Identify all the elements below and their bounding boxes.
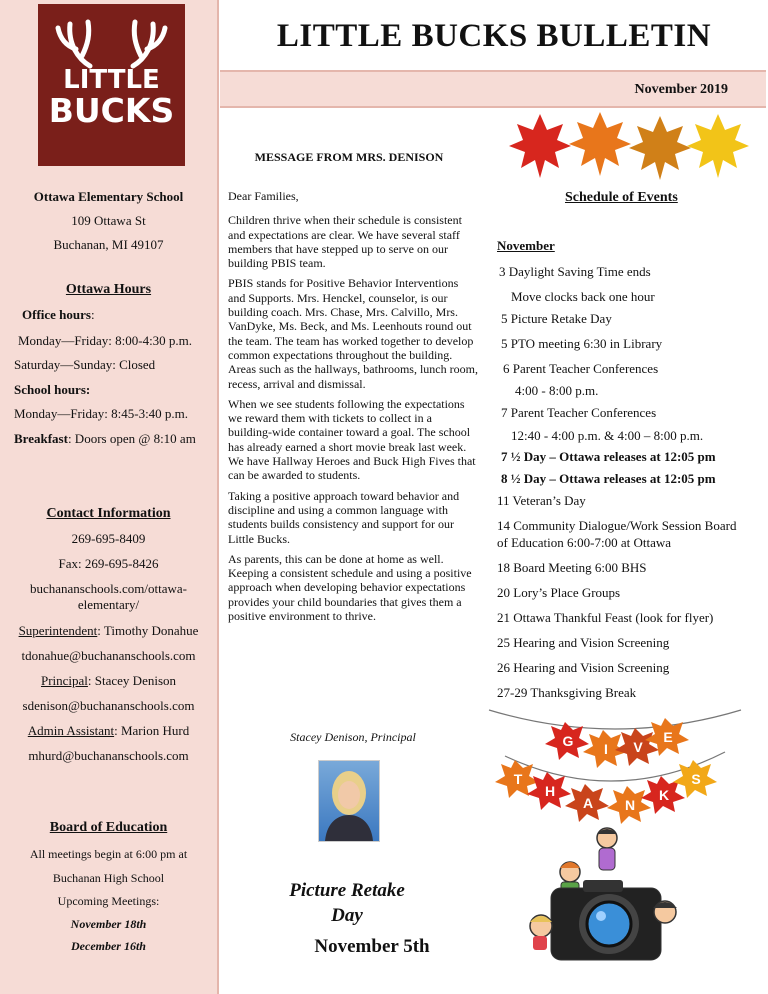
office-weekday-hours: Monday—Friday: 8:00-4:30 p.m.	[18, 333, 193, 348]
banner-letter: S	[691, 771, 701, 787]
bulletin-title: LITTLE BUCKS BULLETIN	[276, 18, 712, 54]
office-weekend-hours: Saturday—Sunday: Closed	[14, 357, 156, 372]
message-paragraph: Taking a positive approach toward behavior and discipline and using a common language with students builds consistency and support for our Little Bucks.	[228, 488, 460, 546]
board-heading: Board of Education	[49, 820, 168, 835]
event-item: 6 Parent Teacher Conferences	[503, 361, 659, 376]
event-item: 5 Picture Retake Day	[501, 311, 612, 326]
phone-number: 269-695-8409	[71, 531, 146, 546]
date-bar	[220, 70, 766, 108]
message-paragraph: When we see students following the expectations we reward them with tickets to collect in a building-wide container toward a goal. The school has already earned a short movie break last week. We have Hallway Heroes and Buck High Fives that can be awarded to students.	[228, 396, 476, 483]
banner-letter: E	[663, 729, 673, 745]
banner-letter: I	[604, 741, 608, 757]
event-item: 5 PTO meeting 6:30 in Library	[501, 336, 663, 351]
message-body	[228, 189, 478, 629]
retake-title	[252, 878, 442, 928]
breakfast-info: Breakfast: Doors open @ 8:10 am	[14, 431, 196, 446]
retake-line-1: Picture Retake	[289, 880, 405, 901]
message-paragraph: Children thrive when their schedule is consistent and expectations are clear. We have several staff members that have stepped up to serve on our building PBIS team.	[228, 213, 462, 271]
message-paragraph: As parents, this can be done at home as well. Keeping a consistent schedule and using a positive approach when developing behavior expectations provides your child boundaries that gives them a positive environment to thrive.	[228, 551, 472, 624]
hours-heading: Ottawa Hours	[65, 282, 152, 297]
banner-letter: H	[544, 783, 556, 799]
principal-signature: Stacey Denison, Principal	[290, 730, 416, 744]
logo-text-little: LITTLE	[63, 65, 160, 95]
retake-line-2: Day	[331, 905, 363, 926]
address-line-1: 109 Ottawa St	[71, 213, 146, 228]
banner-letter: A	[582, 795, 594, 811]
schedule-heading: Schedule of Events	[565, 190, 678, 205]
admin-email[interactable]: mhurd@buchananschools.com	[28, 748, 189, 763]
board-line-1: All meetings begin at 6:00 pm at	[29, 847, 188, 861]
event-item: 11 Veteran’s Day	[497, 493, 586, 508]
event-item: of Education 6:00-7:00 at Ottawa	[497, 535, 672, 550]
event-item: Move clocks back one hour	[511, 289, 655, 304]
logo-text-bucks: BUCKS	[48, 91, 175, 130]
banner-letter: G	[562, 733, 574, 749]
event-item: 27-29 Thanksgiving Break	[497, 685, 637, 700]
principal: Principal: Stacey Denison	[40, 673, 177, 688]
message-paragraph: PBIS stands for Positive Behavior Interventions and Supports. Mrs. Henckel, counselor, is our building coach. Mrs. Chase, Mrs. Calvillo, Mrs. VanDyke, Ms. Beck, and Ms. Leenhouts round out the team. The team has worked together to develop common expectations throughout the building. Areas such as the hallways, bathrooms, lunch room, recess, arrival and dismissal.	[228, 276, 478, 391]
school-name: Ottawa Elementary School	[33, 189, 184, 204]
banner-leaves	[495, 718, 717, 824]
fax-number: Fax: 269-695-8426	[58, 556, 159, 571]
event-item: 18 Board Meeting 6:00 BHS	[497, 560, 647, 575]
board-date-2: December 16th	[71, 939, 146, 953]
event-item: 4:00 - 8:00 p.m.	[515, 383, 599, 398]
principal-email[interactable]: sdenison@buchananschools.com	[22, 698, 195, 713]
event-item: 25 Hearing and Vision Screening	[497, 635, 670, 650]
principal-photo	[318, 760, 380, 842]
address-line-2: Buchanan, MI 49107	[53, 237, 164, 252]
issue-date: November 2019	[634, 82, 728, 97]
banner-letter: N	[624, 797, 636, 813]
contact-heading: Contact Information	[46, 506, 171, 521]
message-greeting: Dear Families,	[228, 189, 299, 203]
retake-date: November 5th	[314, 936, 430, 957]
camera-kids-illustration	[525, 826, 685, 966]
banner-letter: V	[633, 739, 643, 755]
event-item: 12:40 - 4:00 p.m. & 4:00 – 8:00 p.m.	[511, 428, 704, 443]
website-line-1[interactable]: buchananschools.com/ottawa-	[29, 581, 188, 596]
banner-letter: K	[658, 787, 670, 803]
schedule-month: November	[497, 238, 555, 253]
event-item: 8 ½ Day – Ottawa releases at 12:05 pm	[501, 471, 716, 486]
admin-assistant: Admin Assistant: Marion Hurd	[27, 723, 190, 738]
autumn-leaves-icon	[505, 110, 750, 186]
website-line-2[interactable]: elementary/	[77, 597, 140, 612]
school-hours-label: School hours:	[14, 382, 91, 397]
superintendent-email[interactable]: tdonahue@buchananschools.com	[21, 648, 196, 663]
office-hours-label: Office hours:	[22, 307, 95, 322]
event-item: 20 Lory’s Place Groups	[497, 585, 621, 600]
board-line-3: Upcoming Meetings:	[57, 894, 160, 908]
board-line-2: Buchanan High School	[52, 871, 165, 885]
event-item: 26 Hearing and Vision Screening	[497, 660, 670, 675]
school-weekday-hours: Monday—Friday: 8:45-3:40 p.m.	[14, 406, 189, 421]
give-thanks-banner	[485, 708, 745, 826]
event-item: 14 Community Dialogue/Work Session Board	[497, 518, 737, 533]
message-heading: MESSAGE FROM MRS. DENISON	[254, 150, 444, 164]
superintendent: Superintendent: Timothy Donahue	[18, 623, 199, 638]
little-bucks-logo	[38, 4, 185, 166]
event-item: 3 Daylight Saving Time ends	[499, 264, 651, 279]
banner-letter: T	[513, 771, 523, 787]
event-item: 7 Parent Teacher Conferences	[501, 405, 657, 420]
event-item: 7 ½ Day – Ottawa releases at 12:05 pm	[501, 449, 716, 464]
board-date-1: November 18th	[70, 917, 147, 931]
event-item: 21 Ottawa Thankful Feast (look for flyer)	[497, 610, 714, 625]
